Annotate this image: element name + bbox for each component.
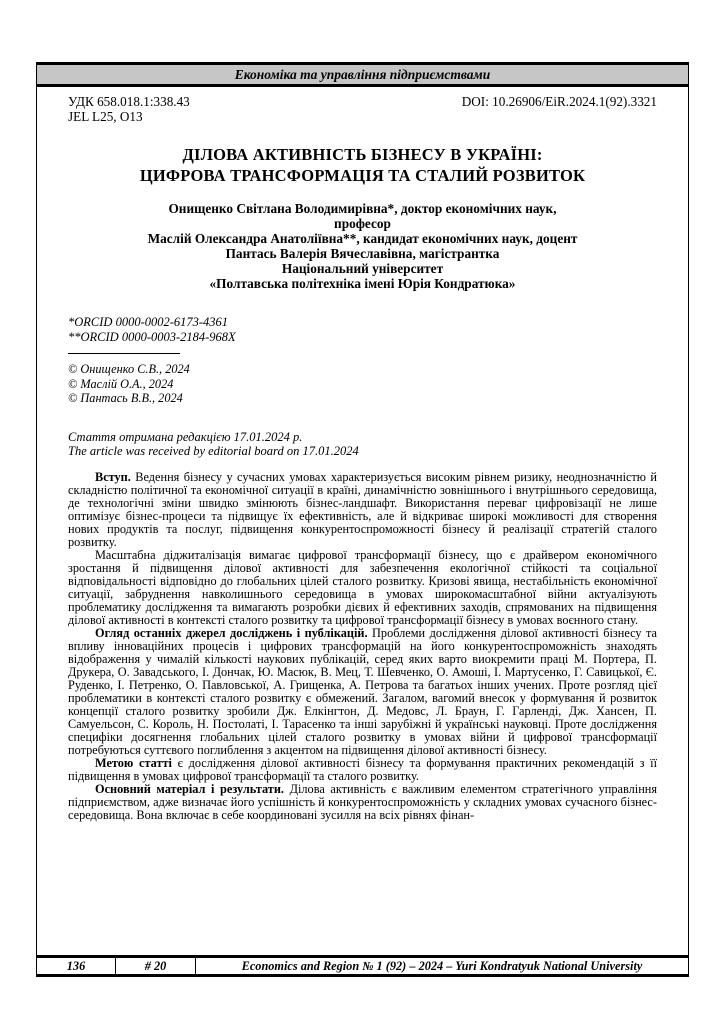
paragraph-aim [68,757,657,783]
author-line: Онищенко Світлана Володимирівна*, доктор економічних наук, [168,201,557,216]
orcid-block [68,315,657,345]
orcid-line: **ORCID 0000-0003-2184-968X [68,330,236,344]
received-line-en: The article was received by editorial board on 17.01.2024 [68,444,359,459]
section-title: Економіка та управління підприємствами [234,66,491,82]
udc-code: УДК 658.018.1:338.43 [68,94,190,109]
orcid-line: *ORCID 0000-0002-6173-4361 [68,315,229,329]
paragraph [68,549,657,627]
paragraph-main-material [68,783,657,822]
footer-page-number: 136 [37,958,116,974]
authors-block [68,201,657,291]
paragraph-lead: Огляд останніх джерел досліджень і публікацій. [95,625,368,640]
author-line: Маслій Олександра Анатоліївна**, кандидат економічних наук, доцент [147,231,578,246]
footer-bar [37,955,688,977]
paragraph-literature-review [68,627,657,757]
affiliation-line: Національний університет [281,261,444,276]
author-line: Пантась Валерія Вячеславівна, магістрантка [225,246,500,261]
copyright-line: © Пантась В.В., 2024 [68,391,183,406]
footer-issue-number: # 20 [116,958,196,974]
meta-right [462,95,657,110]
page-content [37,87,688,955]
received-block [68,430,657,459]
jel-code: JEL L25, O13 [68,108,143,124]
copyright-line: © Онищенко С.В., 2024 [68,362,190,376]
author-line: професор [334,216,391,231]
paragraph-lead: Вступ. [95,469,131,484]
footnote-divider [68,353,180,354]
paragraph-text: Ділова активність є важливим елементом стратегічного управління підприємством, адже визначає його успішність й конкурентоспроможність у складних умовах сучасного бізнес-середовища. Вона включає в себе координовані зусилля на всіх рівнях фінан- [68,781,658,822]
paragraph-text: Проблеми дослідження ділової активності бізнесу та впливу інноваційних процесів і цифрових трансформацій на його конкурентоспроможність знаходять відображення у чималій кількості наукових публікацій, серед яких варто виокремити праці М. Портера, П. Друкера, О. Завадського, І. Дончак, Ю. Масюк, В. Мец, Т. Шевченко, О. Амоші, І. Мартусенко, Г. Савицької, Є. Руденко, І. Петренко, О. Павловської, А. Грищенка, А. Петрова та багатьох інших учених. Проте розгляд цієї проблематики в контексті сталого розвитку є обмежений. Загалом, вагомий внесок у формування й розвиток концепції сталого розвитку зробили Дж. Елкінгтон, Д. Медовс, Л. Браун, Г. Гарленді, Дж. Хансен, П. Самуельсон, С. Король, Н. Постолаті, І. Тарасенко та інші зарубіжні й українські науковці. Проте дослідження специфіки досягнення глобальних цілей сталого розвитку в умовах війни й цифрової трансформації потребуються суттєвого поглиблення з акцентом на підвищення ділової активності бізнесу. [68,625,658,757]
article-title-line-2: ЦИФРОВА ТРАНСФОРМАЦІЯ ТА СТАЛИЙ РОЗВИТОК [139,166,586,185]
page-frame [36,62,689,977]
meta-row [68,95,657,124]
article-body [68,471,657,822]
affiliation-line: «Полтавська політехніка імені Юрія Кондратюка» [209,276,516,291]
article-title-line-1: ДІЛОВА АКТИВНІСТЬ БІЗНЕСУ В УКРАЇНІ: [182,145,543,164]
copyright-line: © Маслій О.А., 2024 [68,376,174,391]
meta-left [68,95,190,124]
paragraph-text: Ведення бізнесу у сучасних умовах характеризується високим рівнем ризику, неоднозначністю й складністю політичної та економічної ситуації в країні, динамічністю зовнішнього і внутрішнього середовища, де технологічні зміни швидко змінюють бізнес-ландшафт. Використання переваг цифровізації не лише оптимізує бізнес-процеси та підвищує їх ефективність, але й відкриває широкі можливості для створення нових продуктів та послуг, підвищення конкурентоспроможності бізнесу й реалізації стратегій сталого розвитку. [68,469,657,549]
paragraph-text: є дослідження ділової активності бізнесу та формування практичних рекомендацій з її підвищення в умовах цифрової трансформації та сталого розвитку. [68,755,657,783]
section-header-bar [37,62,688,87]
paragraph-lead: Метою статті [95,755,172,770]
paragraph-intro [68,471,657,549]
paragraph-text: Масштабна діджиталізація вимагає цифрової трансформації бізнесу, що є драйвером економічного зростання й підвищення ділової активності для забезпечення екологічної стійкості та соціальної відповідальності відповідно до глобальних цілей сталого розвитку. Кризові явища, нестабільність економічної ситуації, забруднення навколишнього середовища в умовах широкомасштабної війни актуалізують проблематику дослідження та вимагають розробки дієвих й ефективних заходів, спрямованих на підвищення ділової активності в контексті сталого розвитку та цифрової трансформації бізнесу в умовах воєнного стану. [68,547,657,627]
footer-journal-line: Economics and Region № 1 (92) – 2024 – Yuri Kondratyuk National University [241,958,643,973]
doi-code: DOI: 10.26906/EiR.2024.1(92).3321 [461,94,657,109]
copyright-block [68,362,657,406]
paragraph-lead: Основний матеріал і результати. [95,781,285,796]
received-line-ua: Стаття отримана редакцією 17.01.2024 р. [68,429,303,444]
article-title [68,144,657,186]
